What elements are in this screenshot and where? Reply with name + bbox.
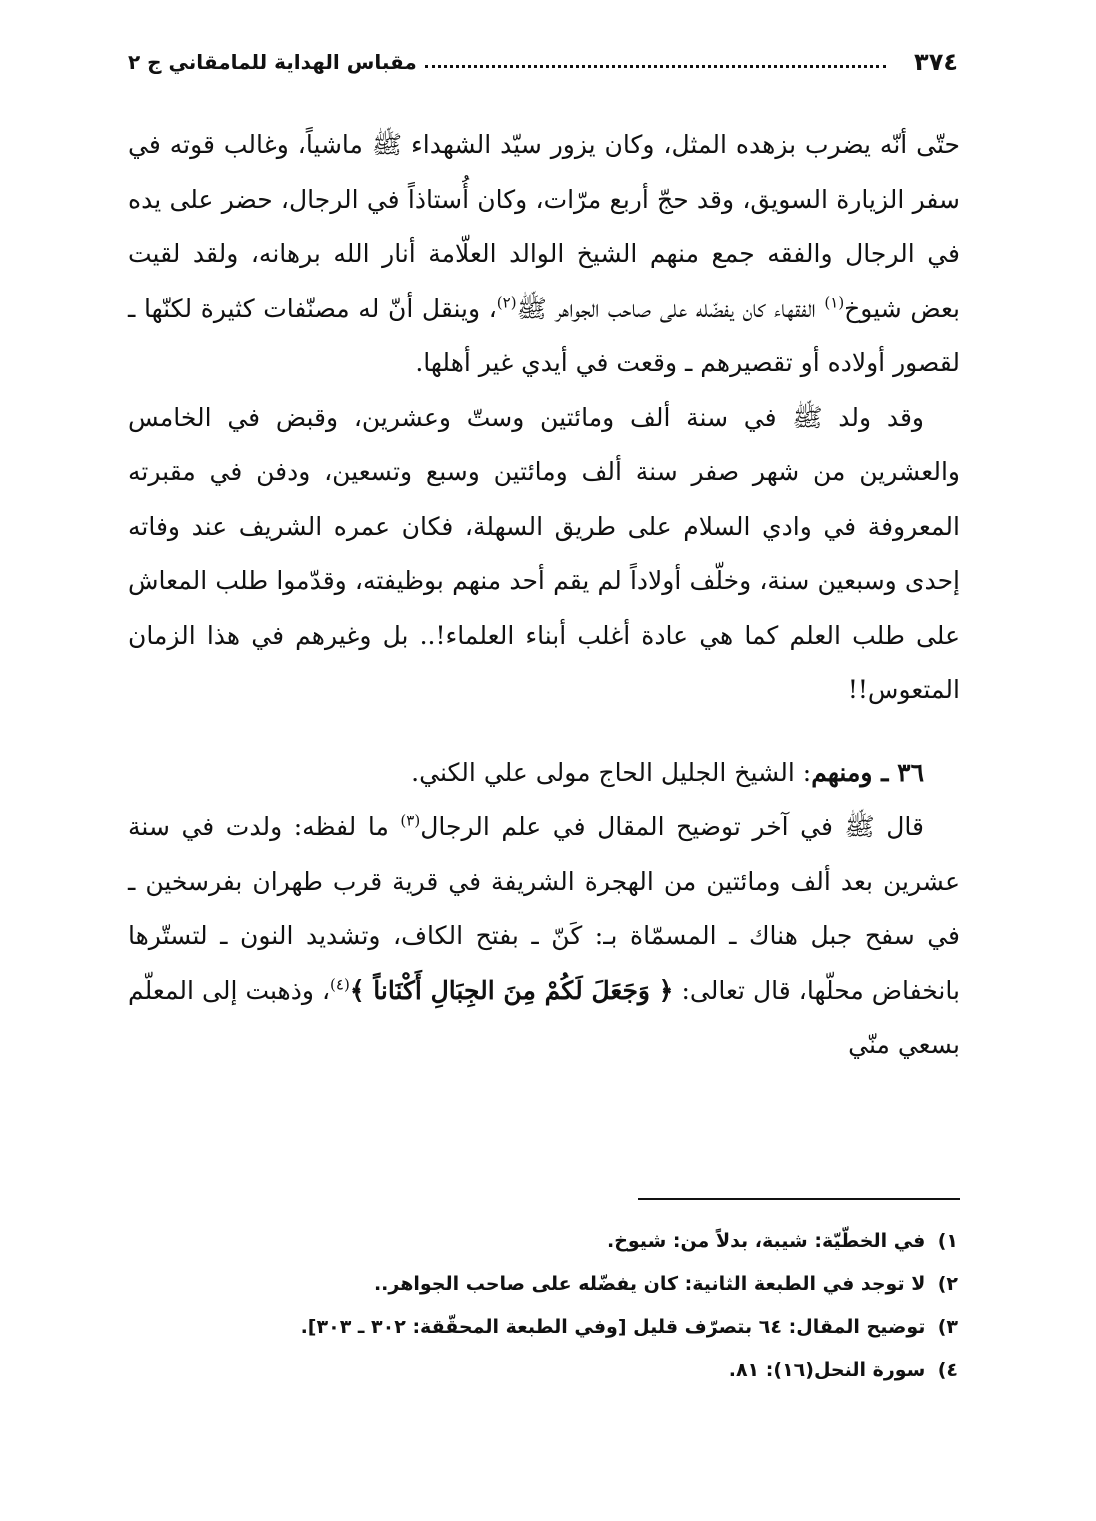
page-number: ٣٧٤ (914, 48, 958, 76)
paragraph-3-text-c: ، وذهبت إلى المعلّم بسعي منّي (128, 975, 960, 1059)
footnote-text: توضيح المقال: ٦٤ بتصرّف قليل [وفي الطبعة المحقّقة: ٣٠٢ ـ ٣٠٣]. (300, 1316, 926, 1338)
footnote-4 (128, 1349, 958, 1392)
page-header (128, 42, 958, 82)
section-heading (128, 746, 960, 801)
running-title: مقباس الهداية للمامقاني ج ٢ (128, 50, 417, 74)
header-dot-leader (425, 65, 886, 68)
paragraph-1 (128, 118, 960, 391)
footnote-3 (128, 1306, 958, 1349)
footnote-2 (128, 1263, 958, 1306)
footnote-ref-3: (٣) (400, 811, 421, 830)
section-title: : الشيخ الجليل الحاج مولى علي الكني. (411, 757, 812, 787)
paragraph-3-text-b: ما لفظه: ولدت في سنة عشرين بعد ألف ومائتين من الهجرة الشريفة في قرية قرب طهران بفرسخين ـ في سفح جبل هناك ـ المسمّاة بـ: كَنّ ـ بفتح الكاف، وتشديد النون ـ لتستّرها بانخفاض محلّها، قال تعالى: (128, 812, 960, 1005)
footnote-text: في الخطّيّة: شيبة، بدلاً من: شيوخ. (606, 1230, 926, 1252)
footnote-text: سورة النحل(١٦): ٨١. (728, 1359, 926, 1381)
footnote-text: لا توجد في الطبعة الثانية: كان يفضّله على صاحب الجواهر.. (373, 1273, 926, 1295)
section-number: ٣٦ ـ ومنهم (811, 757, 924, 787)
footnote-ref-2: (٢) (496, 293, 517, 312)
footnote-number: ٤) (937, 1359, 958, 1381)
paragraph-3-text-a: قال ﷺ في آخر توضيح المقال في علم الرجال (420, 812, 924, 841)
footnote-number: ٢) (937, 1273, 958, 1295)
paragraph-1-text-a: حتّى أنّه يضرب بزهده المثل، وكان يزور سيّد الشهداء ﷺ ماشياً، وغالب قوته في سفر الزيارة السويق، وقد حجّ أربع مرّات، وكان أُستاذاً في الرجال، حضر على يده في الرجال والفقه جمع منهم الشيخ الوالد العلّامة أنار الله برهانه، ولقد لقيت بعض شيوخ (128, 130, 961, 323)
footnote-number: ١) (937, 1230, 958, 1252)
footnote-ref-1: (١) (824, 293, 845, 312)
body-text (128, 118, 960, 1073)
paragraph-3 (128, 800, 960, 1073)
quran-quote: ﴿ وَجَعَلَ لَكُمْ مِنَ الجِبَالِ أَكْنَاناً ﴾ (349, 975, 674, 1005)
paragraph-2: وقد ولد ﷺ في سنة ألف ومائتين وستّ وعشرين، وقبض في الخامس والعشرين من شهر صفر سنة ألف ومائتين وسبع وتسعين، ودفن في مقبرته المعروفة في وادي السلام على طريق السهلة، فكان عمره الشريف عند وفاته إحدى وسبعين سنة، وخلّف أولاداً لم يقم أحد منهم بوظيفته، وقدّموا طلب المعاش على طلب العلم كما هي عادة أغلب أبناء العلماء!.. بل وغيرهم في هذا الزمان المتعوس!! (128, 402, 960, 704)
footnote-separator (638, 1198, 960, 1200)
footnotes (128, 1220, 958, 1392)
footnote-1 (128, 1220, 958, 1263)
footnote-number: ٣) (937, 1316, 958, 1338)
paragraph-1-text-b: الفقهاء كان يفضّله على صاحب الجواهر ﷺ (516, 293, 825, 323)
footnote-ref-4: (٤) (330, 975, 350, 994)
paragraph-1-text-c: ، وينقل أنّ له مصنّفات كثيرة لكنّها ـ لقصور أولاده أو تقصيرهم ـ وقعت في أيدي غير أهلها. (128, 293, 960, 377)
